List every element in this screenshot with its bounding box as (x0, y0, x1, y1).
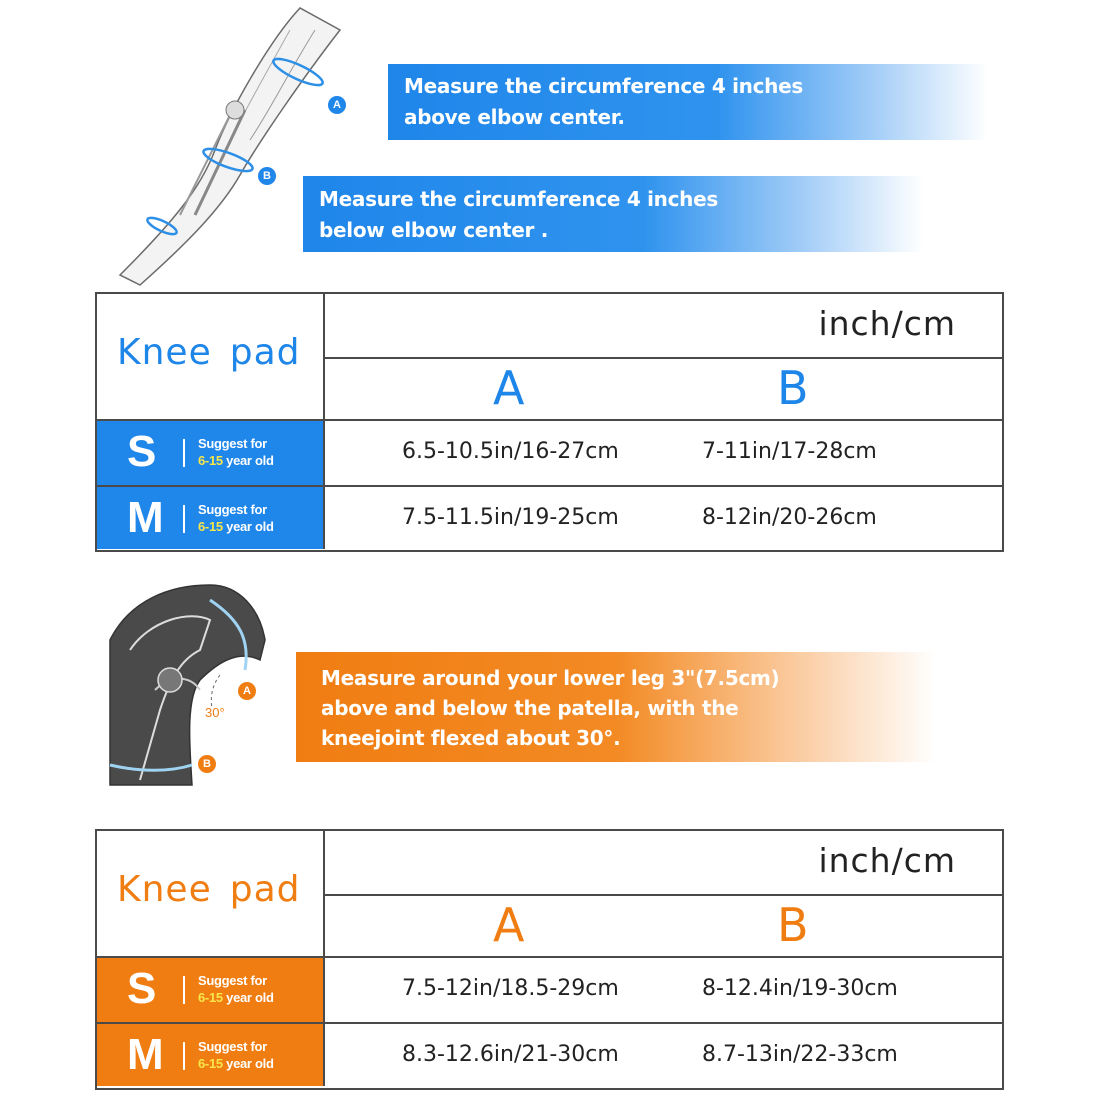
unit-label: inch/cm (818, 304, 956, 343)
angle-label: 30° (205, 705, 225, 720)
value-a: 7.5-12in/18.5-29cm (402, 976, 619, 1001)
size-label: M (127, 493, 164, 542)
divider (183, 1042, 185, 1070)
table-row (97, 421, 1002, 487)
table-row (97, 1024, 1002, 1086)
size-cell (97, 487, 325, 549)
value-b: 8-12in/20-26cm (702, 505, 877, 530)
size-table-knee (95, 829, 1004, 1090)
knee-banner-line1: Measure around your lower leg 3"(7.5cm) (321, 666, 780, 690)
suggest-text: Suggest for (198, 1039, 267, 1054)
banner-a-line1: Measure the circumference 4 inches (404, 74, 803, 98)
age-suggestion (198, 972, 274, 1006)
size-cell (97, 958, 325, 1022)
column-header-row (325, 359, 1002, 421)
column-b-header: B (777, 898, 809, 952)
value-a: 6.5-10.5in/16-27cm (402, 439, 619, 464)
title-word-2: pad (229, 332, 301, 373)
marker-b-icon: B (258, 167, 276, 185)
age-range: 6-15 (198, 519, 223, 534)
unit-row (325, 831, 1002, 896)
value-b: 8.7-13in/22-33cm (702, 1042, 898, 1067)
age-suffix: year old (222, 453, 274, 468)
column-a-header: A (493, 898, 525, 952)
table-title (117, 869, 301, 910)
table-row (97, 958, 1002, 1024)
arm-instruction-b (303, 176, 923, 252)
age-suffix: year old (222, 1056, 274, 1071)
size-label: S (127, 427, 157, 476)
size-table-arm (95, 292, 1004, 552)
suggest-text: Suggest for (198, 436, 267, 451)
arm-instruction-a (388, 64, 988, 140)
knee-banner-line2: above and below the patella, with the (321, 696, 739, 720)
table-title (117, 332, 301, 373)
age-range: 6-15 (198, 453, 223, 468)
knee-illustration (100, 580, 270, 795)
title-word-1: Knee (117, 332, 212, 373)
knee-instruction (296, 652, 936, 762)
size-cell (97, 1024, 325, 1086)
age-suggestion (198, 501, 274, 535)
column-a-header: A (493, 361, 525, 415)
divider (183, 976, 185, 1004)
age-range: 6-15 (198, 1056, 223, 1071)
divider (183, 439, 185, 467)
size-cell (97, 421, 325, 485)
size-label: M (127, 1030, 164, 1079)
age-suggestion (198, 1038, 274, 1072)
suggest-text: Suggest for (198, 973, 267, 988)
unit-row (325, 294, 1002, 359)
banner-b-line1: Measure the circumference 4 inches (319, 187, 718, 211)
value-b: 8-12.4in/19-30cm (702, 976, 898, 1001)
value-a: 8.3-12.6in/21-30cm (402, 1042, 619, 1067)
column-b-header: B (777, 361, 809, 415)
table-title-cell (97, 294, 325, 421)
marker-b-icon: B (198, 755, 216, 773)
table-row (97, 487, 1002, 549)
age-range: 6-15 (198, 990, 223, 1005)
banner-a-line2: above elbow center. (404, 105, 625, 129)
age-suffix: year old (222, 519, 274, 534)
marker-a-icon: A (328, 96, 346, 114)
suggest-text: Suggest for (198, 502, 267, 517)
table-title-cell (97, 831, 325, 958)
title-word-2: pad (229, 869, 301, 910)
divider (183, 505, 185, 533)
knee-banner-line3: kneejoint flexed about 30°. (321, 726, 621, 750)
age-suggestion (198, 435, 274, 469)
size-label: S (127, 964, 157, 1013)
value-b: 7-11in/17-28cm (702, 439, 877, 464)
value-a: 7.5-11.5in/19-25cm (402, 505, 619, 530)
marker-a-icon: A (238, 682, 256, 700)
title-word-1: Knee (117, 869, 212, 910)
unit-label: inch/cm (818, 841, 956, 880)
age-suffix: year old (222, 990, 274, 1005)
banner-b-line2: below elbow center . (319, 218, 549, 242)
column-header-row (325, 896, 1002, 958)
